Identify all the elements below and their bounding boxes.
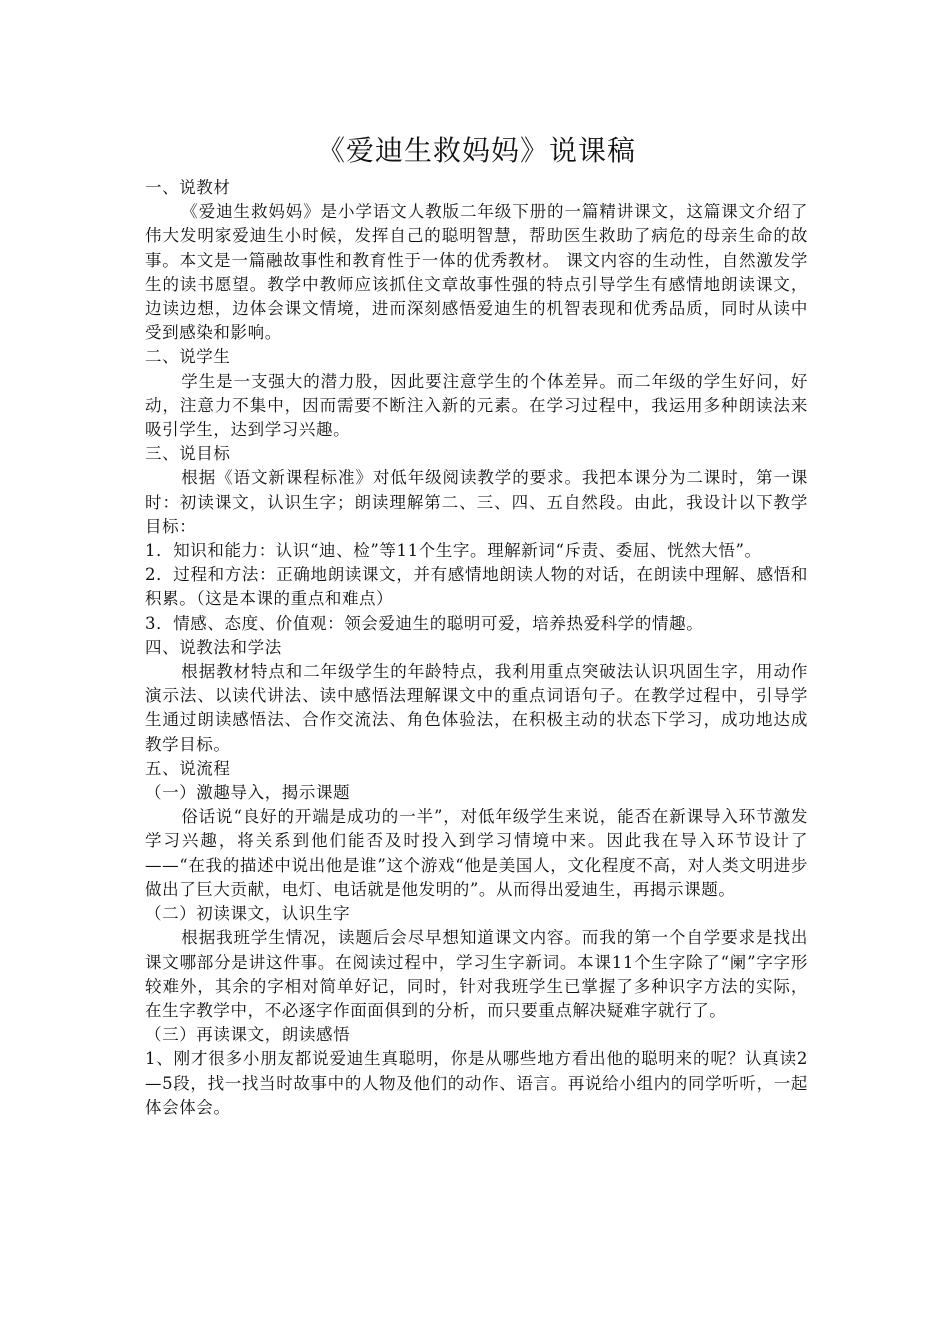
section-heading: 四、说教法和学法 <box>145 637 282 657</box>
section-heading: （二）初读课文，认识生字 <box>145 904 351 924</box>
document-title: 《爱迪生救妈妈》说课稿 <box>316 134 636 167</box>
section-heading: 二、说学生 <box>145 347 231 367</box>
document-body <box>145 176 808 1120</box>
list-item: 1．知识和能力：认识“迪、检”等11个生字。理解新词“斥责、委屈、恍然大悟”。 <box>145 541 762 561</box>
paragraph: 学生是一支强大的潜力股，因此要注意学生的个体差异。而二年级的学生好问，好动，注意力不集中，因而需要不断注入新的元素。在学习过程中，我运用多种朗读法来吸引学生，达到学习兴趣。 <box>145 371 808 440</box>
section-heading: 五、说流程 <box>145 758 231 778</box>
section-heading: 三、说目标 <box>145 444 231 464</box>
paragraph: 《爱迪生救妈妈》是小学语文人教版二年级下册的一篇精讲课文，这篇课文介绍了伟大发明家爱迪生小时候，发挥自己的聪明智慧，帮助医生救助了病危的母亲生命的故事。本文是一篇融故事性和教育性于一体的优秀教材。 课文内容的生动性，自然激发学生的读书愿望。教学中教师应该抓住文章故事性强的特点引导学生有感情地朗读课文，边读边想，边体会课文情境，进而深刻感悟爱迪生的机智表现和优秀品质，同时从读中受到感染和影响。 <box>145 202 808 343</box>
section-heading: （三）再读课文，朗读感悟 <box>145 1025 351 1045</box>
section-heading: 一、说教材 <box>145 178 231 197</box>
paragraph: 根据教材特点和二年级学生的年龄特点，我利用重点突破法认识巩固生字，用动作演示法、以读代讲法、读中感悟法理解课文中的重点词语句子。在教学过程中，引导学生通过朗读感悟法、合作交流法、角色体验法，在积极主动的状态下学习，成功地达成教学目标。 <box>145 662 808 754</box>
paragraph: 根据《语文新课程标准》对低年级阅读教学的要求。我把本课分为二课时，第一课时：初读课文，认识生字；朗读理解第二、三、四、五自然段。由此，我设计以下教学目标： <box>145 468 808 536</box>
list-item: 1、刚才很多小朋友都说爱迪生真聪明，你是从哪些地方看出他的聪明来的呢？认真读2—5段，找一找当时故事中的人物及他们的动作、语言。再说给小组内的同学听听，一起体会体会。 <box>145 1049 808 1117</box>
list-item: 3．情感、态度、价值观：领会爱迪生的聪明可爱，培养热爱科学的情趣。 <box>145 613 704 633</box>
list-item: 2．过程和方法：正确地朗读课文，并有感情地朗读人物的对话，在朗读中理解、感悟和积累。（这是本课的重点和难点） <box>145 565 808 609</box>
document-page <box>145 128 808 1120</box>
section-heading: （一）激趣导入，揭示课题 <box>145 783 351 803</box>
paragraph: 俗话说“良好的开端是成功的一半”，对低年级学生来说，能否在新课导入环节激发学习兴趣，将关系到他们能否及时投入到学习情境中来。因此我在导入环节设计了——“在我的描述中说出他是谁”这个游戏“他是美国人，文化程度不高，对人类文明进步做出了巨大贡献，电灯、电话就是他发明的”。从而得出爱迪生，再揭示课题。 <box>145 807 808 899</box>
paragraph: 根据我班学生情况，读题后会尽早想知道课文内容。而我的第一个自学要求是找出课文哪部分是讲这件事。在阅读过程中，学习生字新词。本课11个生字除了“阑”字字形较难外，其余的字相对简单好记，同时，针对我班学生已掌握了多种识字方法的实际，在生字教学中，不必逐字作面面俱到的分析，而只要重点解决疑难字就行了。 <box>145 928 808 1020</box>
